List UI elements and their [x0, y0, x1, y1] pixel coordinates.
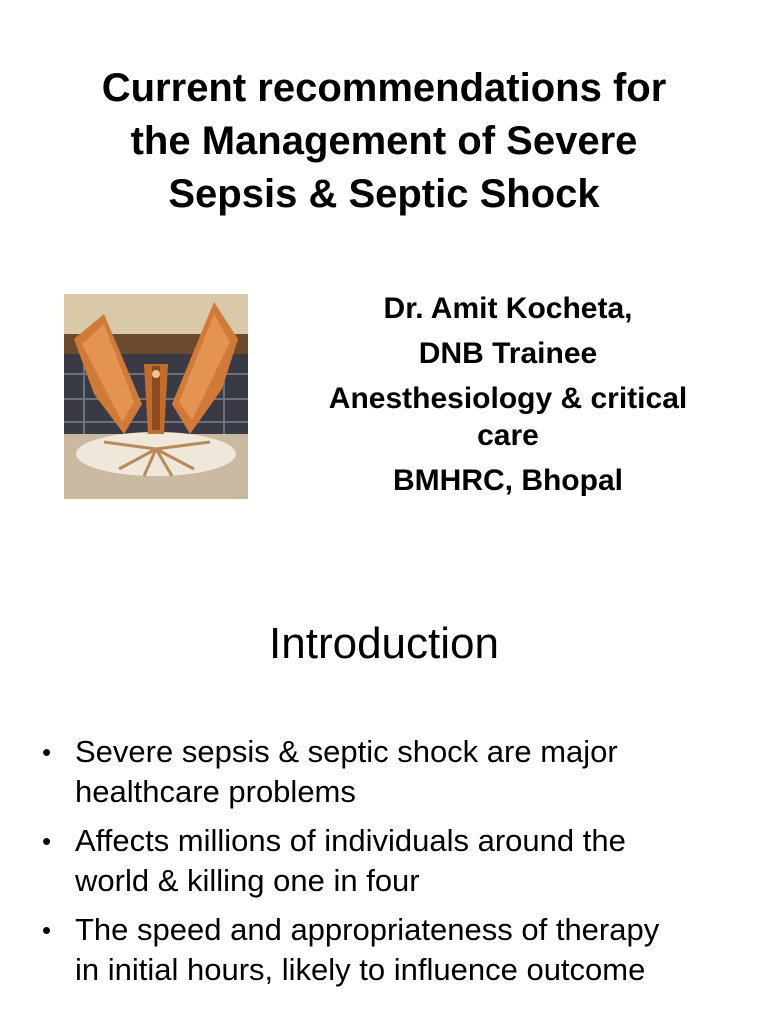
- sculpture-photo: [64, 294, 248, 499]
- section-title: Introduction: [269, 619, 499, 668]
- slide-title: [0, 62, 768, 221]
- introduction-slide: [0, 560, 768, 1024]
- bullet-text: Severe sepsis & septic shock are major: [75, 734, 618, 769]
- bullet-text: world & killing one in four: [75, 863, 420, 898]
- bullet-text: in initial hours, likely to influence outcome: [75, 952, 646, 987]
- author-info: [290, 290, 726, 499]
- bullet-text: healthcare problems: [75, 774, 356, 809]
- author-department: Anesthesiology & critical: [328, 382, 688, 415]
- author-name: Dr. Amit Kocheta,: [383, 292, 633, 325]
- list-item: [38, 732, 738, 812]
- slide-title-line: Current recommendations for: [101, 66, 667, 110]
- bullet-list: [38, 732, 738, 999]
- bullet-text: The speed and appropriateness of therapy: [75, 912, 660, 947]
- list-item: [38, 821, 738, 901]
- slide-title-line: the Management of Severe: [130, 119, 638, 163]
- slide-title-line: Sepsis & Septic Shock: [168, 172, 600, 216]
- bullet-marker: •: [42, 737, 52, 767]
- bullet-text: Affects millions of individuals around the: [75, 823, 626, 858]
- author-role: DNB Trainee: [418, 337, 598, 370]
- list-item: [38, 910, 738, 990]
- author-department-cont: care: [477, 419, 539, 452]
- author-institution: BMHRC, Bhopal: [393, 464, 623, 497]
- bullet-marker: •: [42, 826, 52, 856]
- bullet-marker: •: [42, 915, 52, 945]
